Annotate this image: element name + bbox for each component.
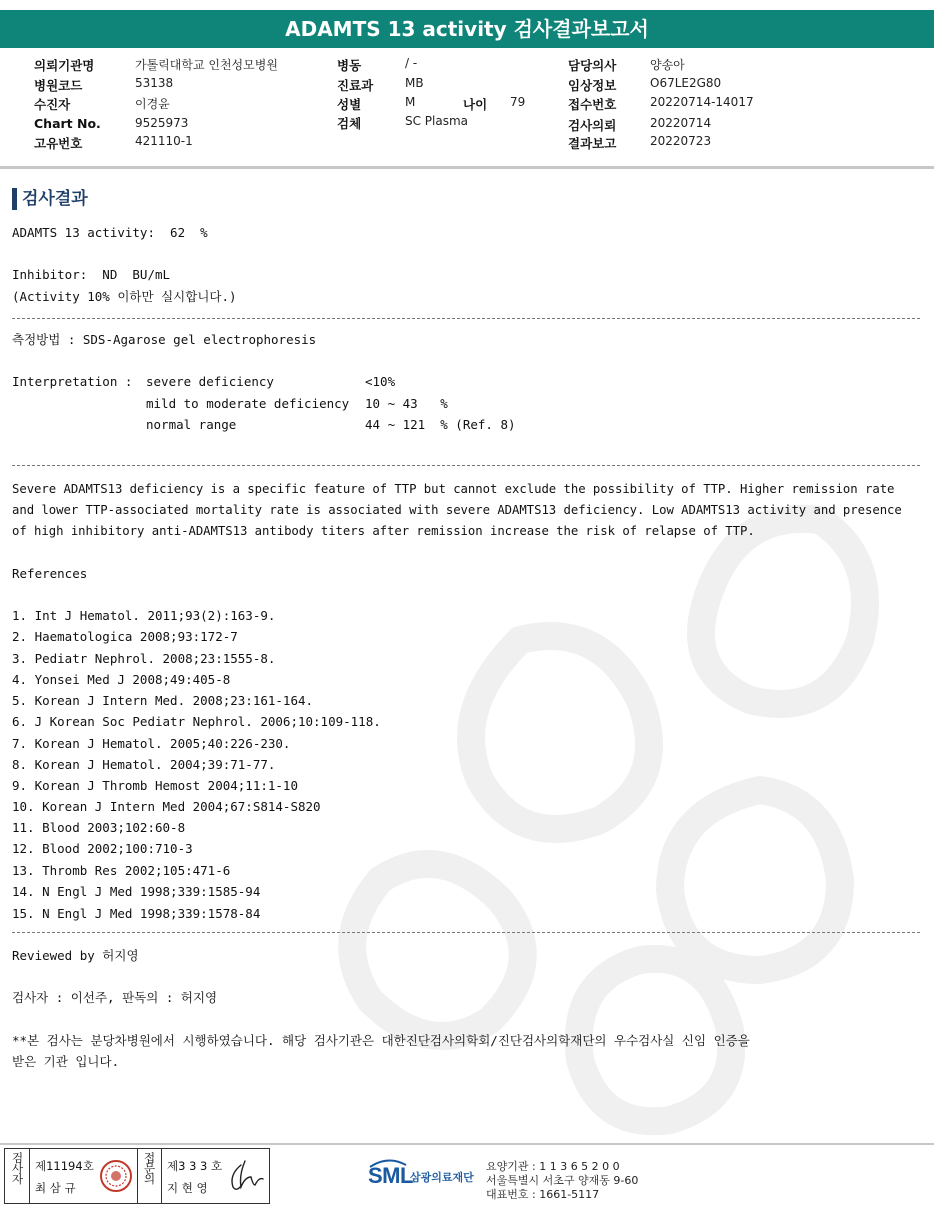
label-department: 진료과 bbox=[337, 78, 374, 93]
value-accession-number: 20220714-14017 bbox=[650, 95, 754, 109]
footer-divider bbox=[0, 1143, 934, 1145]
value-department: MB bbox=[405, 76, 424, 90]
interpretation-label: Interpretation : bbox=[12, 374, 133, 389]
organization-logo bbox=[366, 1157, 496, 1197]
label-age: 나이 bbox=[463, 97, 488, 112]
address-line: 요양기관 : 1 1 3 6 5 2 0 0 bbox=[486, 1160, 620, 1173]
comment-line: Severe ADAMTS13 deficiency is a specific feature of TTP but cannot exclude the possibility of TTP. Higher remission rate bbox=[12, 482, 895, 496]
examiners-line: 검사자 : 이선주, 판독의 : 허지영 bbox=[12, 990, 218, 1005]
label-request-date: 검사의뢰 bbox=[568, 118, 617, 133]
dashed-divider bbox=[12, 318, 920, 319]
value-attending-doctor: 양송아 bbox=[650, 58, 685, 72]
official-seal-icon bbox=[99, 1159, 133, 1193]
interpretation-range: 10 ~ 43 % bbox=[365, 396, 448, 411]
section-title: 검사결과 bbox=[22, 189, 88, 209]
label-chart-no: Chart No. bbox=[34, 116, 101, 131]
label-patient: 수진자 bbox=[34, 97, 71, 112]
organization-name: 삼광의료재단 bbox=[410, 1171, 474, 1184]
label-accession-number: 접수번호 bbox=[568, 97, 617, 112]
organization-address bbox=[486, 1158, 746, 1204]
cell-divider bbox=[161, 1149, 162, 1203]
value-hospital-code: 53138 bbox=[135, 76, 174, 90]
method-line: 측정방법 : SDS-Agarose gel electrophoresis bbox=[12, 332, 317, 347]
report-title: ADAMTS 13 activity 검사결과보고서 bbox=[0, 10, 934, 48]
value-clinical-info: O67LE2G80 bbox=[650, 76, 722, 90]
reviewer-name: 지 현 영 bbox=[167, 1181, 208, 1195]
interpretation-category: severe deficiency bbox=[146, 374, 274, 389]
value-report-date: 20220723 bbox=[650, 134, 712, 148]
label-specimen: 검체 bbox=[337, 116, 362, 131]
comment-line: and lower TTP-associated mortality rate is associated with severe ADAMTS13 deficiency. Low ADAMTS13 activity and presence bbox=[12, 503, 902, 517]
reference-item: 6. J Korean Soc Pediatr Nephrol. 2006;10:109-118. bbox=[12, 714, 381, 729]
dashed-divider bbox=[12, 465, 920, 466]
logo-text: SML bbox=[368, 1163, 413, 1188]
reference-item: 4. Yonsei Med J 2008;49:405-8 bbox=[12, 672, 231, 687]
label-ward: 병동 bbox=[337, 58, 362, 73]
reference-item: 15. N Engl J Med 1998;339:1578-84 bbox=[12, 906, 261, 921]
interpretation-range: 44 ~ 121 % (Ref. 8) bbox=[365, 417, 516, 432]
value-unique-number: 421110-1 bbox=[135, 134, 193, 148]
inhibitor-note: (Activity 10% 이하만 실시합니다.) bbox=[12, 289, 237, 304]
label-unique-number: 고유번호 bbox=[34, 136, 83, 151]
reference-item: 13. Thromb Res 2002;105:471-6 bbox=[12, 863, 231, 878]
inhibitor-result: Inhibitor: ND BU/mL bbox=[12, 267, 171, 282]
patient-info-header bbox=[0, 48, 934, 166]
reference-item: 2. Haematologica 2008;93:172-7 bbox=[12, 629, 238, 644]
reference-item: 5. Korean J Intern Med. 2008;23:161-164. bbox=[12, 693, 314, 708]
label-requesting-institution: 의뢰기관명 bbox=[34, 58, 95, 73]
dashed-divider bbox=[12, 932, 920, 933]
notice-line: **본 검사는 분당차병원에서 시행하였습니다. 해당 검사기관은 대한진단검사의학회/진단검사의학재단의 우수검사실 신임 인증을 bbox=[12, 1033, 750, 1048]
reference-item: 3. Pediatr Nephrol. 2008;23:1555-8. bbox=[12, 651, 276, 666]
reference-item: 7. Korean J Hematol. 2005;40:226-230. bbox=[12, 736, 291, 751]
value-sex: M bbox=[405, 95, 416, 109]
examiner-cell-label-text: 검사자 bbox=[10, 1152, 25, 1184]
address-line: 대표번호 : 1661-5117 bbox=[486, 1188, 600, 1201]
label-sex: 성별 bbox=[337, 97, 362, 112]
reference-item: 1. Int J Hematol. 2011;93(2):163-9. bbox=[12, 608, 276, 623]
reference-item: 8. Korean J Hematol. 2004;39:71-77. bbox=[12, 757, 276, 772]
examiner-name: 최 삼 규 bbox=[35, 1181, 76, 1195]
handwritten-signature-icon bbox=[227, 1157, 267, 1195]
reference-item: 12. Blood 2002;100:710-3 bbox=[12, 841, 193, 856]
reviewer-cell-label bbox=[140, 1152, 158, 1187]
value-specimen: SC Plasma bbox=[405, 114, 469, 128]
cell-divider bbox=[29, 1149, 30, 1203]
label-clinical-info: 임상정보 bbox=[568, 78, 617, 93]
interpretation-category: normal range bbox=[146, 417, 237, 432]
reference-item: 10. Korean J Intern Med 2004;67:S814-S820 bbox=[12, 799, 321, 814]
examiner-cell-label bbox=[8, 1152, 26, 1187]
value-ward: / - bbox=[405, 56, 418, 70]
value-chart-no: 9525973 bbox=[135, 116, 189, 130]
reviewer-cell-label-text: 접문의 bbox=[142, 1152, 157, 1184]
reference-item: 9. Korean J Thromb Hemost 2004;11:1-10 bbox=[12, 778, 298, 793]
examiner-license: 제11194호 bbox=[35, 1159, 94, 1173]
label-attending-doctor: 담당의사 bbox=[568, 58, 617, 73]
address-line: 서울특별시 서초구 양재동 9-60 bbox=[486, 1174, 639, 1187]
references-title: References bbox=[12, 566, 88, 581]
reviewer-license: 제3 3 3 호 bbox=[167, 1159, 223, 1173]
activity-result: ADAMTS 13 activity: 62 % bbox=[12, 225, 208, 240]
section-marker bbox=[12, 188, 17, 210]
reviewed-by: Reviewed by 허지영 bbox=[12, 948, 139, 963]
reference-item: 14. N Engl J Med 1998;339:1585-94 bbox=[12, 884, 261, 899]
reference-item: 11. Blood 2003;102:60-8 bbox=[12, 820, 186, 835]
comment-line: of high inhibitory anti-ADAMTS13 antibody titers after remission increase the risk of relapse of TTP. bbox=[12, 524, 755, 538]
signature-box bbox=[4, 1148, 270, 1204]
label-hospital-code: 병원코드 bbox=[34, 78, 83, 93]
value-requesting-institution: 가톨릭대학교 인천성모병원 bbox=[135, 58, 278, 72]
header-divider bbox=[0, 166, 934, 169]
interpretation-category: mild to moderate deficiency bbox=[146, 396, 350, 411]
value-age: 79 bbox=[510, 95, 526, 109]
value-patient: 이경윤 bbox=[135, 97, 170, 111]
value-request-date: 20220714 bbox=[650, 116, 712, 130]
interpretation-range: <10% bbox=[365, 374, 396, 389]
cell-divider bbox=[137, 1149, 138, 1203]
notice-line: 받은 기관 입니다. bbox=[12, 1054, 120, 1069]
label-report-date: 결과보고 bbox=[568, 136, 617, 151]
